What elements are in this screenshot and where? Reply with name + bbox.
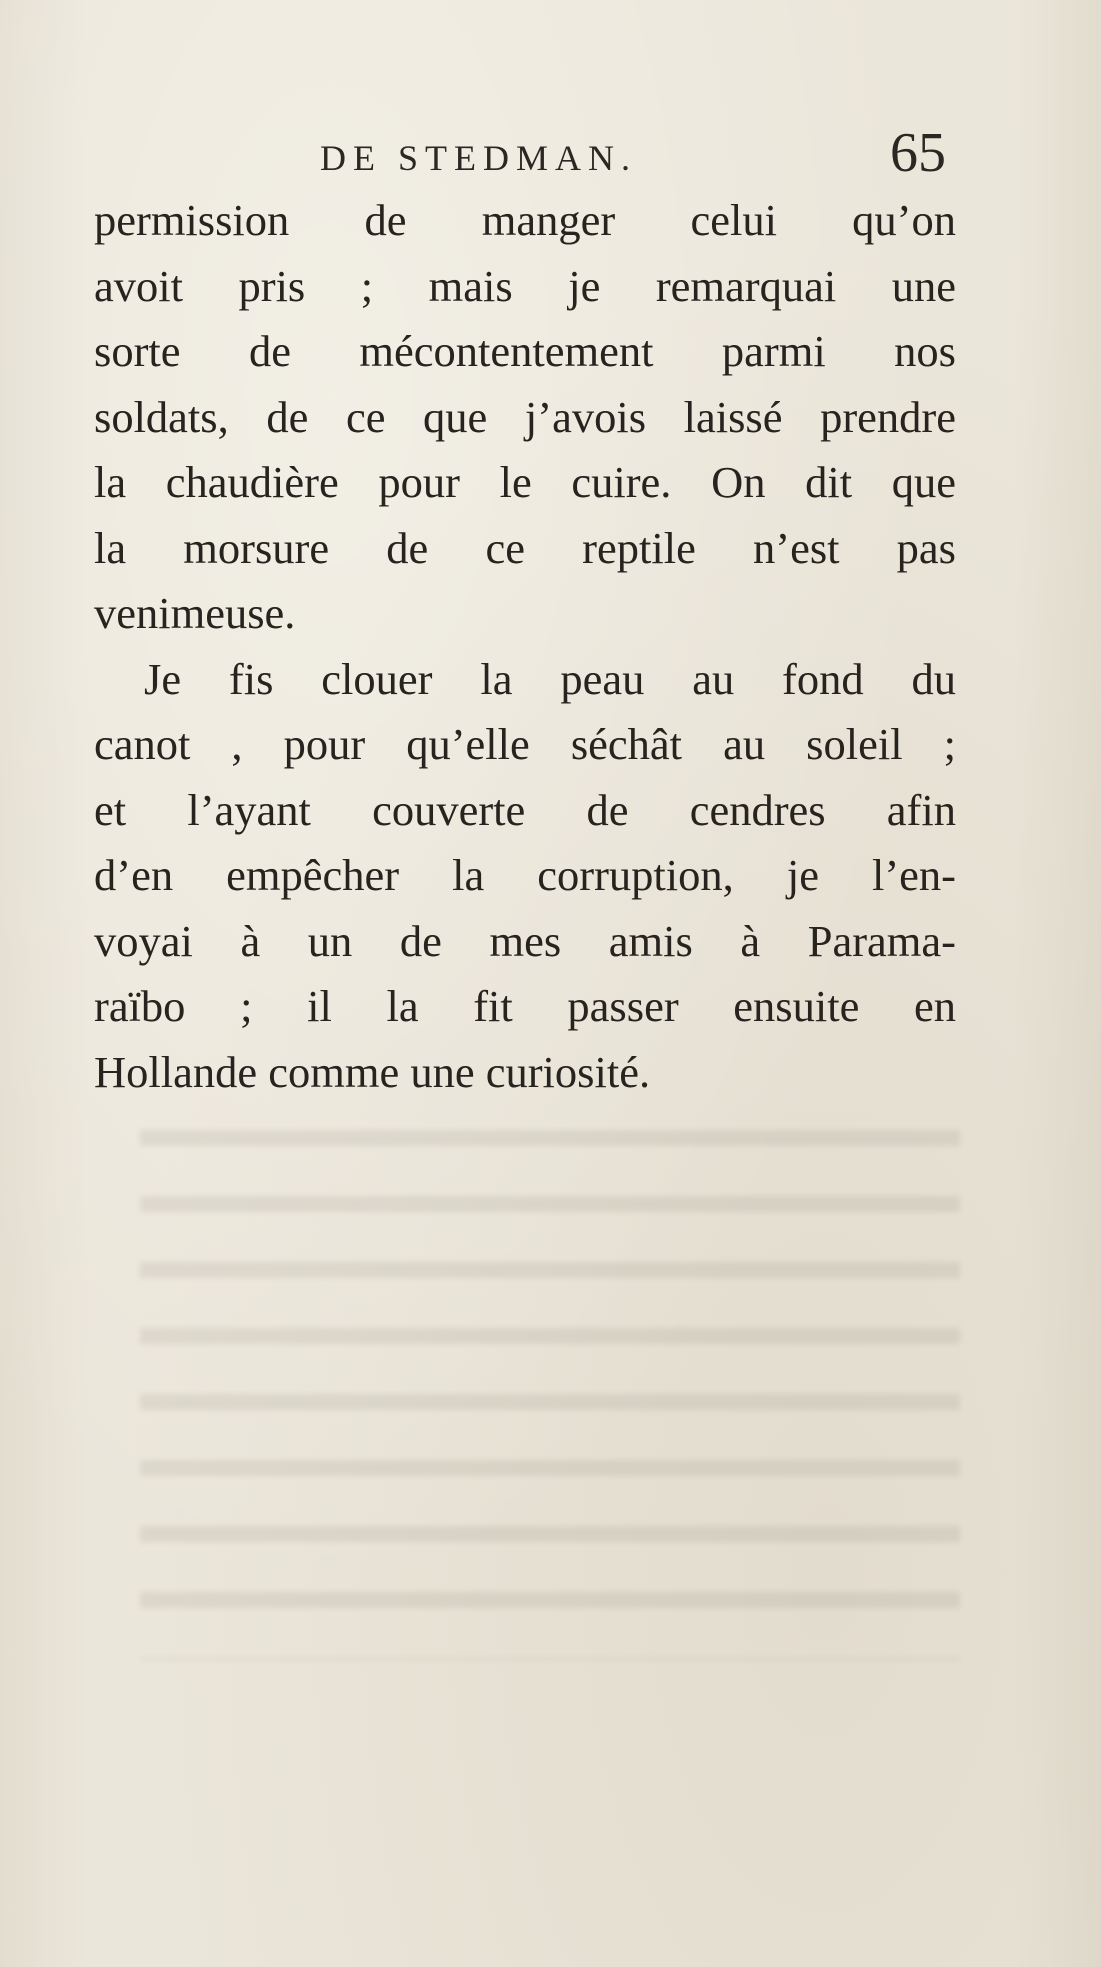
text-line: Hollande comme une curiosité. bbox=[94, 1046, 651, 1097]
text-line: avoit pris ; mais je remarquai une bbox=[94, 260, 956, 311]
page-number: 65 bbox=[890, 122, 946, 184]
text-line: Je fis clouer la peau au fond du bbox=[144, 653, 956, 704]
text-line: permission de manger celui qu’on bbox=[94, 195, 956, 245]
text-line: voyai à un de mes amis à Parama- bbox=[94, 915, 956, 966]
text-line: canot , pour qu’elle séchât au soleil ; bbox=[94, 719, 956, 769]
text-line: d’en empêcher la corruption, je l’en- bbox=[94, 850, 956, 900]
text-line: soldats, de ce que j’avois laissé prendre bbox=[94, 391, 956, 442]
text-line: la chaudière pour le cuire. On dit que bbox=[94, 457, 956, 507]
running-title: DE STEDMAN. bbox=[320, 138, 637, 178]
text-line: la morsure de ce reptile n’est pas bbox=[94, 522, 956, 573]
bleed-through-shadow bbox=[140, 1100, 960, 1660]
text-line: sorte de mécontentement parmi nos bbox=[94, 326, 956, 376]
text-line: venimeuse. bbox=[94, 588, 296, 638]
text-line: et l’ayant couverte de cendres afin bbox=[94, 784, 956, 835]
body-text bbox=[94, 188, 956, 1105]
text-line: raïbo ; il la fit passer ensuite en bbox=[94, 981, 956, 1031]
